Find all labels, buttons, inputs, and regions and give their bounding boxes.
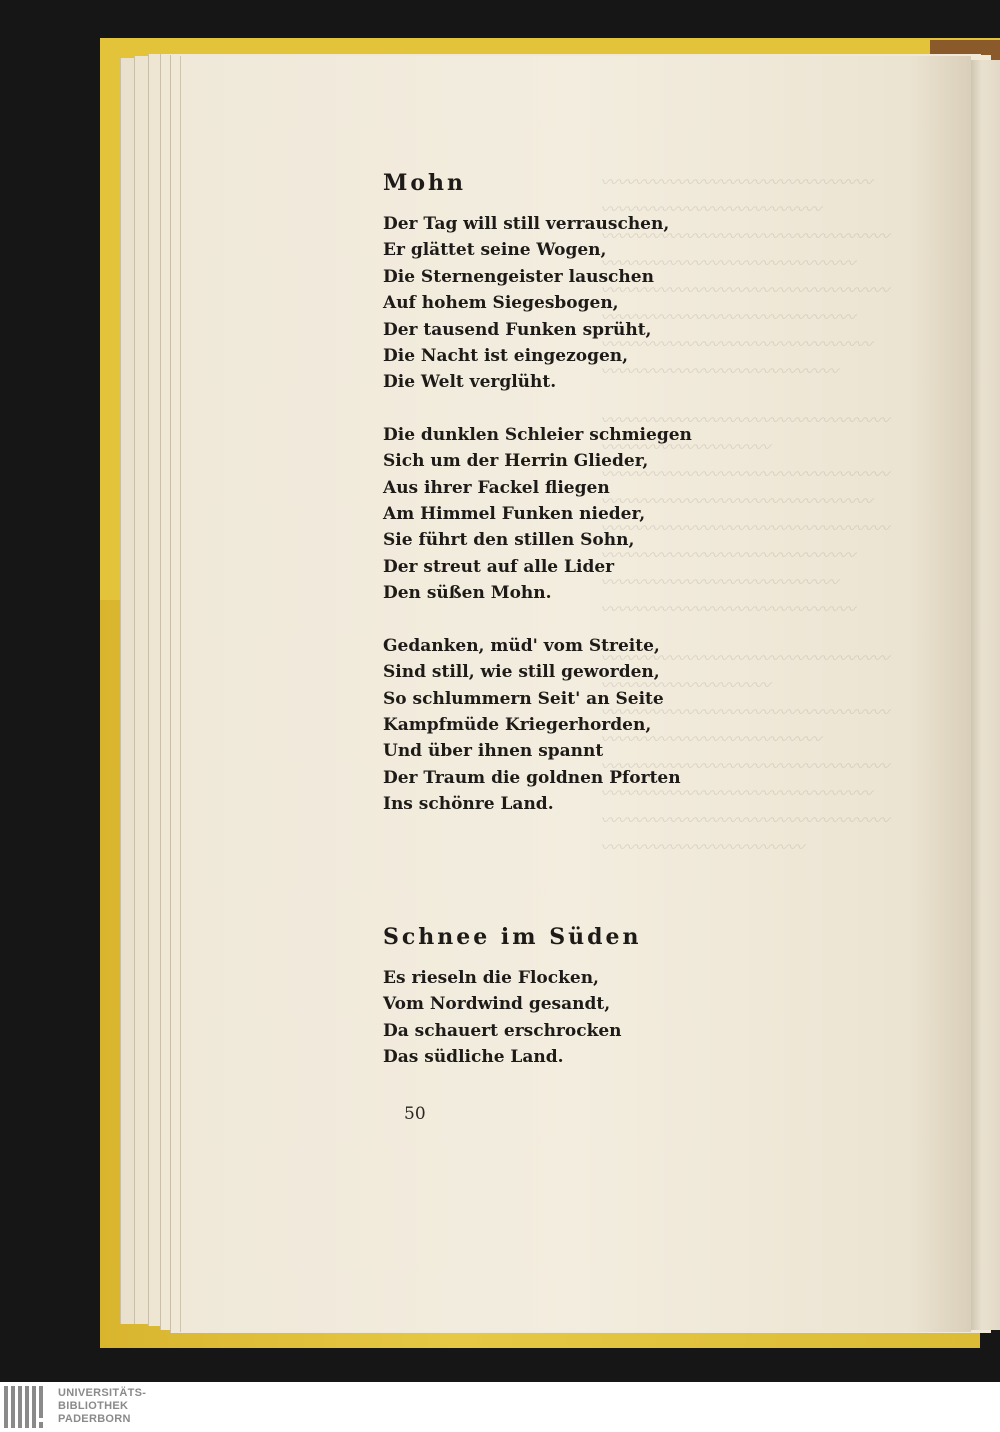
show-through-texture: 〰〰〰〰〰〰〰〰〰〰〰〰〰〰〰〰 〰〰〰〰〰〰〰〰〰〰〰〰〰 〰〰〰〰〰〰〰〰〰〰〰〰〰〰〰〰〰 〰〰〰〰〰〰〰〰〰〰〰〰〰〰〰 〰〰〰〰〰〰〰〰〰〰〰〰〰〰〰〰〰 〰〰〰〰〰〰〰〰〰〰〰〰〰〰〰 〰〰〰〰〰〰〰〰〰〰〰〰〰〰〰〰 〰〰〰〰〰〰〰〰〰〰〰〰〰〰 〰〰〰〰〰〰〰〰〰〰〰〰〰〰〰〰〰 〰〰〰〰〰〰〰〰〰〰 〰〰〰〰〰〰〰〰〰〰〰〰〰〰〰〰〰 〰〰〰〰〰〰〰〰〰〰〰〰〰〰〰〰 〰〰〰〰〰〰〰〰〰〰〰〰〰〰〰〰〰 〰〰〰〰〰〰〰〰〰〰〰〰〰〰〰 〰〰〰〰〰〰〰〰〰〰〰〰〰〰 〰〰〰〰〰〰〰〰〰〰〰〰〰〰〰 〰〰〰〰〰〰〰〰〰〰〰〰〰〰〰〰〰 〰〰〰〰〰〰〰〰〰〰 〰〰〰〰〰〰〰〰〰〰〰〰〰〰〰〰〰 〰〰〰〰〰〰〰〰〰〰〰〰〰 〰〰〰〰〰〰〰〰〰〰〰〰〰〰〰〰〰 〰〰〰〰〰〰〰〰〰〰〰〰〰〰〰〰 〰〰〰〰〰〰〰〰〰〰〰〰〰〰〰〰〰 〰〰〰〰〰〰〰〰〰〰〰〰: [600, 173, 889, 858]
verse-line: So schlummern Seit' an Seite: [383, 688, 664, 709]
institution-name-line: PADERBORN: [58, 1413, 131, 1425]
institution-name-line: BIBLIOTHEK: [58, 1400, 129, 1412]
institution-name-line: UNIVERSITÄTS-: [58, 1387, 147, 1399]
verse-line: Ins schönre Land.: [383, 794, 554, 815]
verse-line: Es rieseln die Flocken,: [383, 968, 599, 988]
verse-line: Sie führt den stillen Sohn,: [383, 530, 635, 551]
verse-line: Und über ihnen spannt: [383, 741, 604, 762]
page-number: 50: [404, 1104, 426, 1124]
stanza: [383, 211, 692, 396]
verse-line: Am Himmel Funken nieder,: [383, 504, 646, 525]
verse-line: Die dunklen Schleier schmiegen: [383, 424, 692, 445]
verse-line: Aus ihrer Fackel fliegen: [383, 477, 610, 498]
verse-line: Gedanken, müd' vom Streite,: [383, 635, 660, 656]
verse-line: Vom Nordwind gesandt,: [383, 994, 611, 1015]
stanza: [383, 633, 692, 818]
poem-body: [383, 211, 692, 844]
institution-name: [58, 1387, 146, 1426]
poem-title: Schnee im Süden: [383, 924, 642, 950]
poem-body: [383, 965, 622, 1097]
verse-line: Die Sternengeister lauschen: [383, 266, 654, 287]
library-logo-icon: [4, 1386, 52, 1428]
stanza: [383, 965, 622, 1071]
stanza: [383, 422, 692, 607]
verse-line: Der Traum die goldnen Pforten: [383, 767, 681, 788]
verse-line: Das südliche Land.: [383, 1047, 564, 1068]
verse-line: Er glättet seine Wogen,: [383, 240, 607, 261]
verse-line: Kampfmüde Kriegerhorden,: [383, 714, 652, 735]
verse-line: Die Welt verglüht.: [383, 372, 557, 393]
verse-line: Der streut auf alle Lider: [383, 556, 615, 577]
verse-line: Auf hohem Siegesbogen,: [383, 293, 619, 314]
verse-line: Der tausend Funken sprüht,: [383, 319, 652, 340]
library-footer: [0, 1382, 1000, 1432]
verse-line: Sind still, wie still geworden,: [383, 662, 660, 683]
verse-line: Da schauert erschrocken: [383, 1020, 622, 1041]
poem-title: Mohn: [383, 170, 467, 196]
verse-line: Der Tag will still verrauschen,: [383, 214, 670, 234]
verse-line: Sich um der Herrin Glieder,: [383, 451, 649, 472]
verse-line: Die Nacht ist eingezogen,: [383, 346, 629, 367]
verse-line: Den süßen Mohn.: [383, 583, 552, 604]
